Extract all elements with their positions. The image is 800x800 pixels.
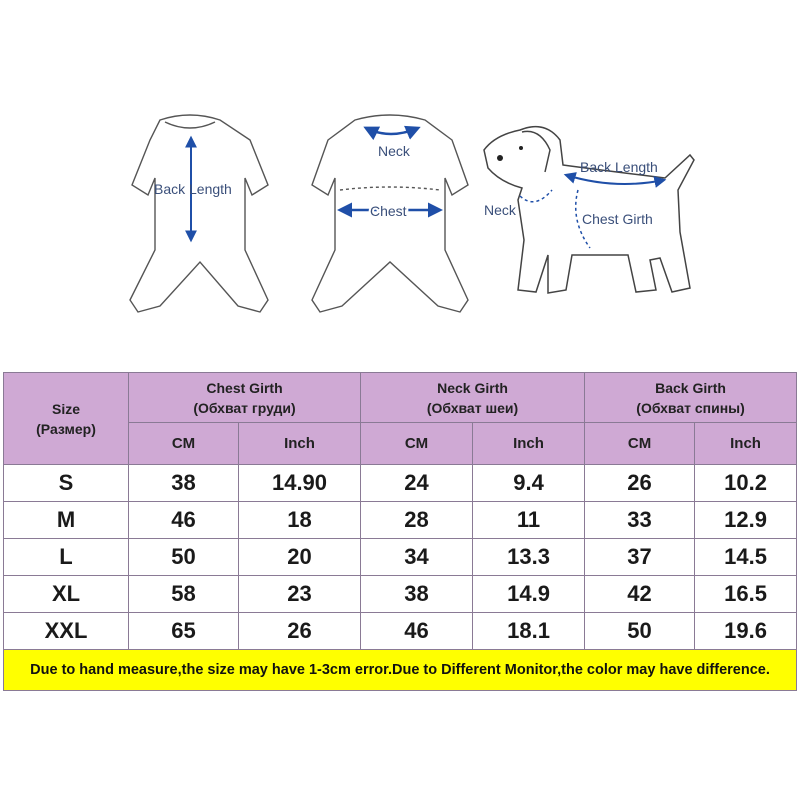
dog-chest-girth-label: Chest Girth xyxy=(582,211,653,227)
chest-girth-header xyxy=(129,373,361,423)
garment-back-view xyxy=(130,115,268,312)
measurement-cell: 19.6 xyxy=(695,613,797,650)
measurement-cell: 20 xyxy=(239,539,361,576)
size-cell: XXL xyxy=(4,613,129,650)
table-row xyxy=(4,613,797,650)
back-girth-title: Back Girth xyxy=(655,379,726,396)
header-row-groups xyxy=(4,373,797,423)
measurement-cell: 10.2 xyxy=(695,465,797,502)
neck-girth-title-ru: (Обхват шеи) xyxy=(426,399,519,416)
measurement-cell: 50 xyxy=(585,613,695,650)
measurement-cell: 14.9 xyxy=(473,576,585,613)
chest-girth-title: Chest Girth xyxy=(206,379,283,396)
dog-back-length-label: Back Length xyxy=(580,159,658,175)
size-header: Size xyxy=(51,400,80,417)
measurement-cell: 26 xyxy=(585,465,695,502)
measurement-cell: 16.5 xyxy=(695,576,797,613)
measurement-cell: 14.5 xyxy=(695,539,797,576)
measurement-cell: 46 xyxy=(361,613,473,650)
measurement-cell: 9.4 xyxy=(473,465,585,502)
size-header-ru: (Размер) xyxy=(36,420,96,437)
size-header-cell xyxy=(4,373,129,465)
size-cell: L xyxy=(4,539,129,576)
measurement-cell: 13.3 xyxy=(473,539,585,576)
illustration-svg xyxy=(0,0,800,370)
measurement-cell: 23 xyxy=(239,576,361,613)
measurement-cell: 42 xyxy=(585,576,695,613)
measurement-cell: 11 xyxy=(473,502,585,539)
unit-cm-header: CM xyxy=(585,423,695,465)
unit-inch-header: Inch xyxy=(473,423,585,465)
table-row xyxy=(4,502,797,539)
garment-back-length-label: Back Length xyxy=(154,181,232,197)
table-row xyxy=(4,539,797,576)
measurement-illustrations xyxy=(0,0,800,370)
disclaimer-note: Due to hand measure,the size may have 1-3cm error.Due to Different Monitor,the color may have difference. xyxy=(4,650,797,691)
measurement-cell: 18.1 xyxy=(473,613,585,650)
measurement-cell: 37 xyxy=(585,539,695,576)
disclaimer-row xyxy=(4,650,797,691)
measurement-cell: 28 xyxy=(361,502,473,539)
back-girth-title-ru: (Обхват спины) xyxy=(636,399,745,416)
dog-neck-label: Neck xyxy=(484,202,516,218)
measurement-cell: 34 xyxy=(361,539,473,576)
unit-inch-header: Inch xyxy=(695,423,797,465)
size-chart-table xyxy=(3,372,797,691)
unit-inch-header: Inch xyxy=(239,423,361,465)
garment-neck-label: Neck xyxy=(378,143,410,159)
measurement-cell: 18 xyxy=(239,502,361,539)
measurement-cell: 14.90 xyxy=(239,465,361,502)
unit-cm-header: CM xyxy=(361,423,473,465)
measurement-cell: 12.9 xyxy=(695,502,797,539)
table-row xyxy=(4,465,797,502)
size-cell: S xyxy=(4,465,129,502)
measurement-cell: 38 xyxy=(361,576,473,613)
measurement-cell: 50 xyxy=(129,539,239,576)
measurement-cell: 58 xyxy=(129,576,239,613)
neck-girth-header xyxy=(361,373,585,423)
measurement-cell: 26 xyxy=(239,613,361,650)
size-cell: XL xyxy=(4,576,129,613)
measurement-cell: 46 xyxy=(129,502,239,539)
measurement-cell: 24 xyxy=(361,465,473,502)
measurement-cell: 65 xyxy=(129,613,239,650)
table-row xyxy=(4,576,797,613)
unit-cm-header: CM xyxy=(129,423,239,465)
chest-girth-title-ru: (Обхват груди) xyxy=(193,399,296,416)
measurement-cell: 33 xyxy=(585,502,695,539)
measurement-cell: 38 xyxy=(129,465,239,502)
garment-chest-label: Chest xyxy=(370,203,407,219)
size-cell: M xyxy=(4,502,129,539)
back-girth-header xyxy=(585,373,797,423)
neck-girth-title: Neck Girth xyxy=(437,379,508,396)
